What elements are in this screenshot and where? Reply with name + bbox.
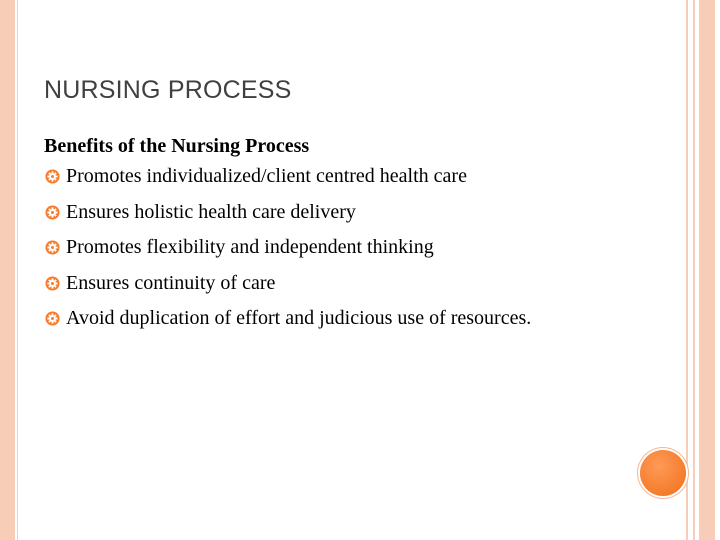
bullet-item <box>44 270 664 296</box>
slide-body <box>44 133 664 341</box>
gear-icon <box>45 240 60 255</box>
slide-subtitle: Benefits of the Nursing Process <box>44 135 310 157</box>
right-stripe-thin-1 <box>686 0 688 540</box>
decorative-orange-circle <box>640 450 686 496</box>
gear-icon <box>45 276 60 291</box>
slide-title: NURSING PROCESS <box>44 76 292 104</box>
bullet-item <box>44 234 664 260</box>
right-stripe-wide <box>699 0 715 540</box>
bullet-text: Promotes flexibility and independent thinking <box>66 236 434 259</box>
bullet-item <box>44 305 664 331</box>
bullet-item <box>44 163 664 189</box>
bullet-text: Ensures continuity of care <box>66 271 276 294</box>
right-stripe-thin-2 <box>693 0 695 540</box>
gear-icon <box>45 169 60 184</box>
bullet-text: Ensures holistic health care delivery <box>66 200 356 223</box>
bullet-text: Promotes individualized/client centred health care <box>66 165 467 187</box>
left-frame-band <box>0 0 15 540</box>
gear-icon <box>45 205 60 220</box>
left-frame-line <box>17 0 18 540</box>
bullet-list <box>44 163 664 331</box>
gear-icon <box>45 311 60 326</box>
bullet-text: Avoid duplication of effort and judicious use of resources. <box>66 307 532 330</box>
bullet-item <box>44 199 664 225</box>
